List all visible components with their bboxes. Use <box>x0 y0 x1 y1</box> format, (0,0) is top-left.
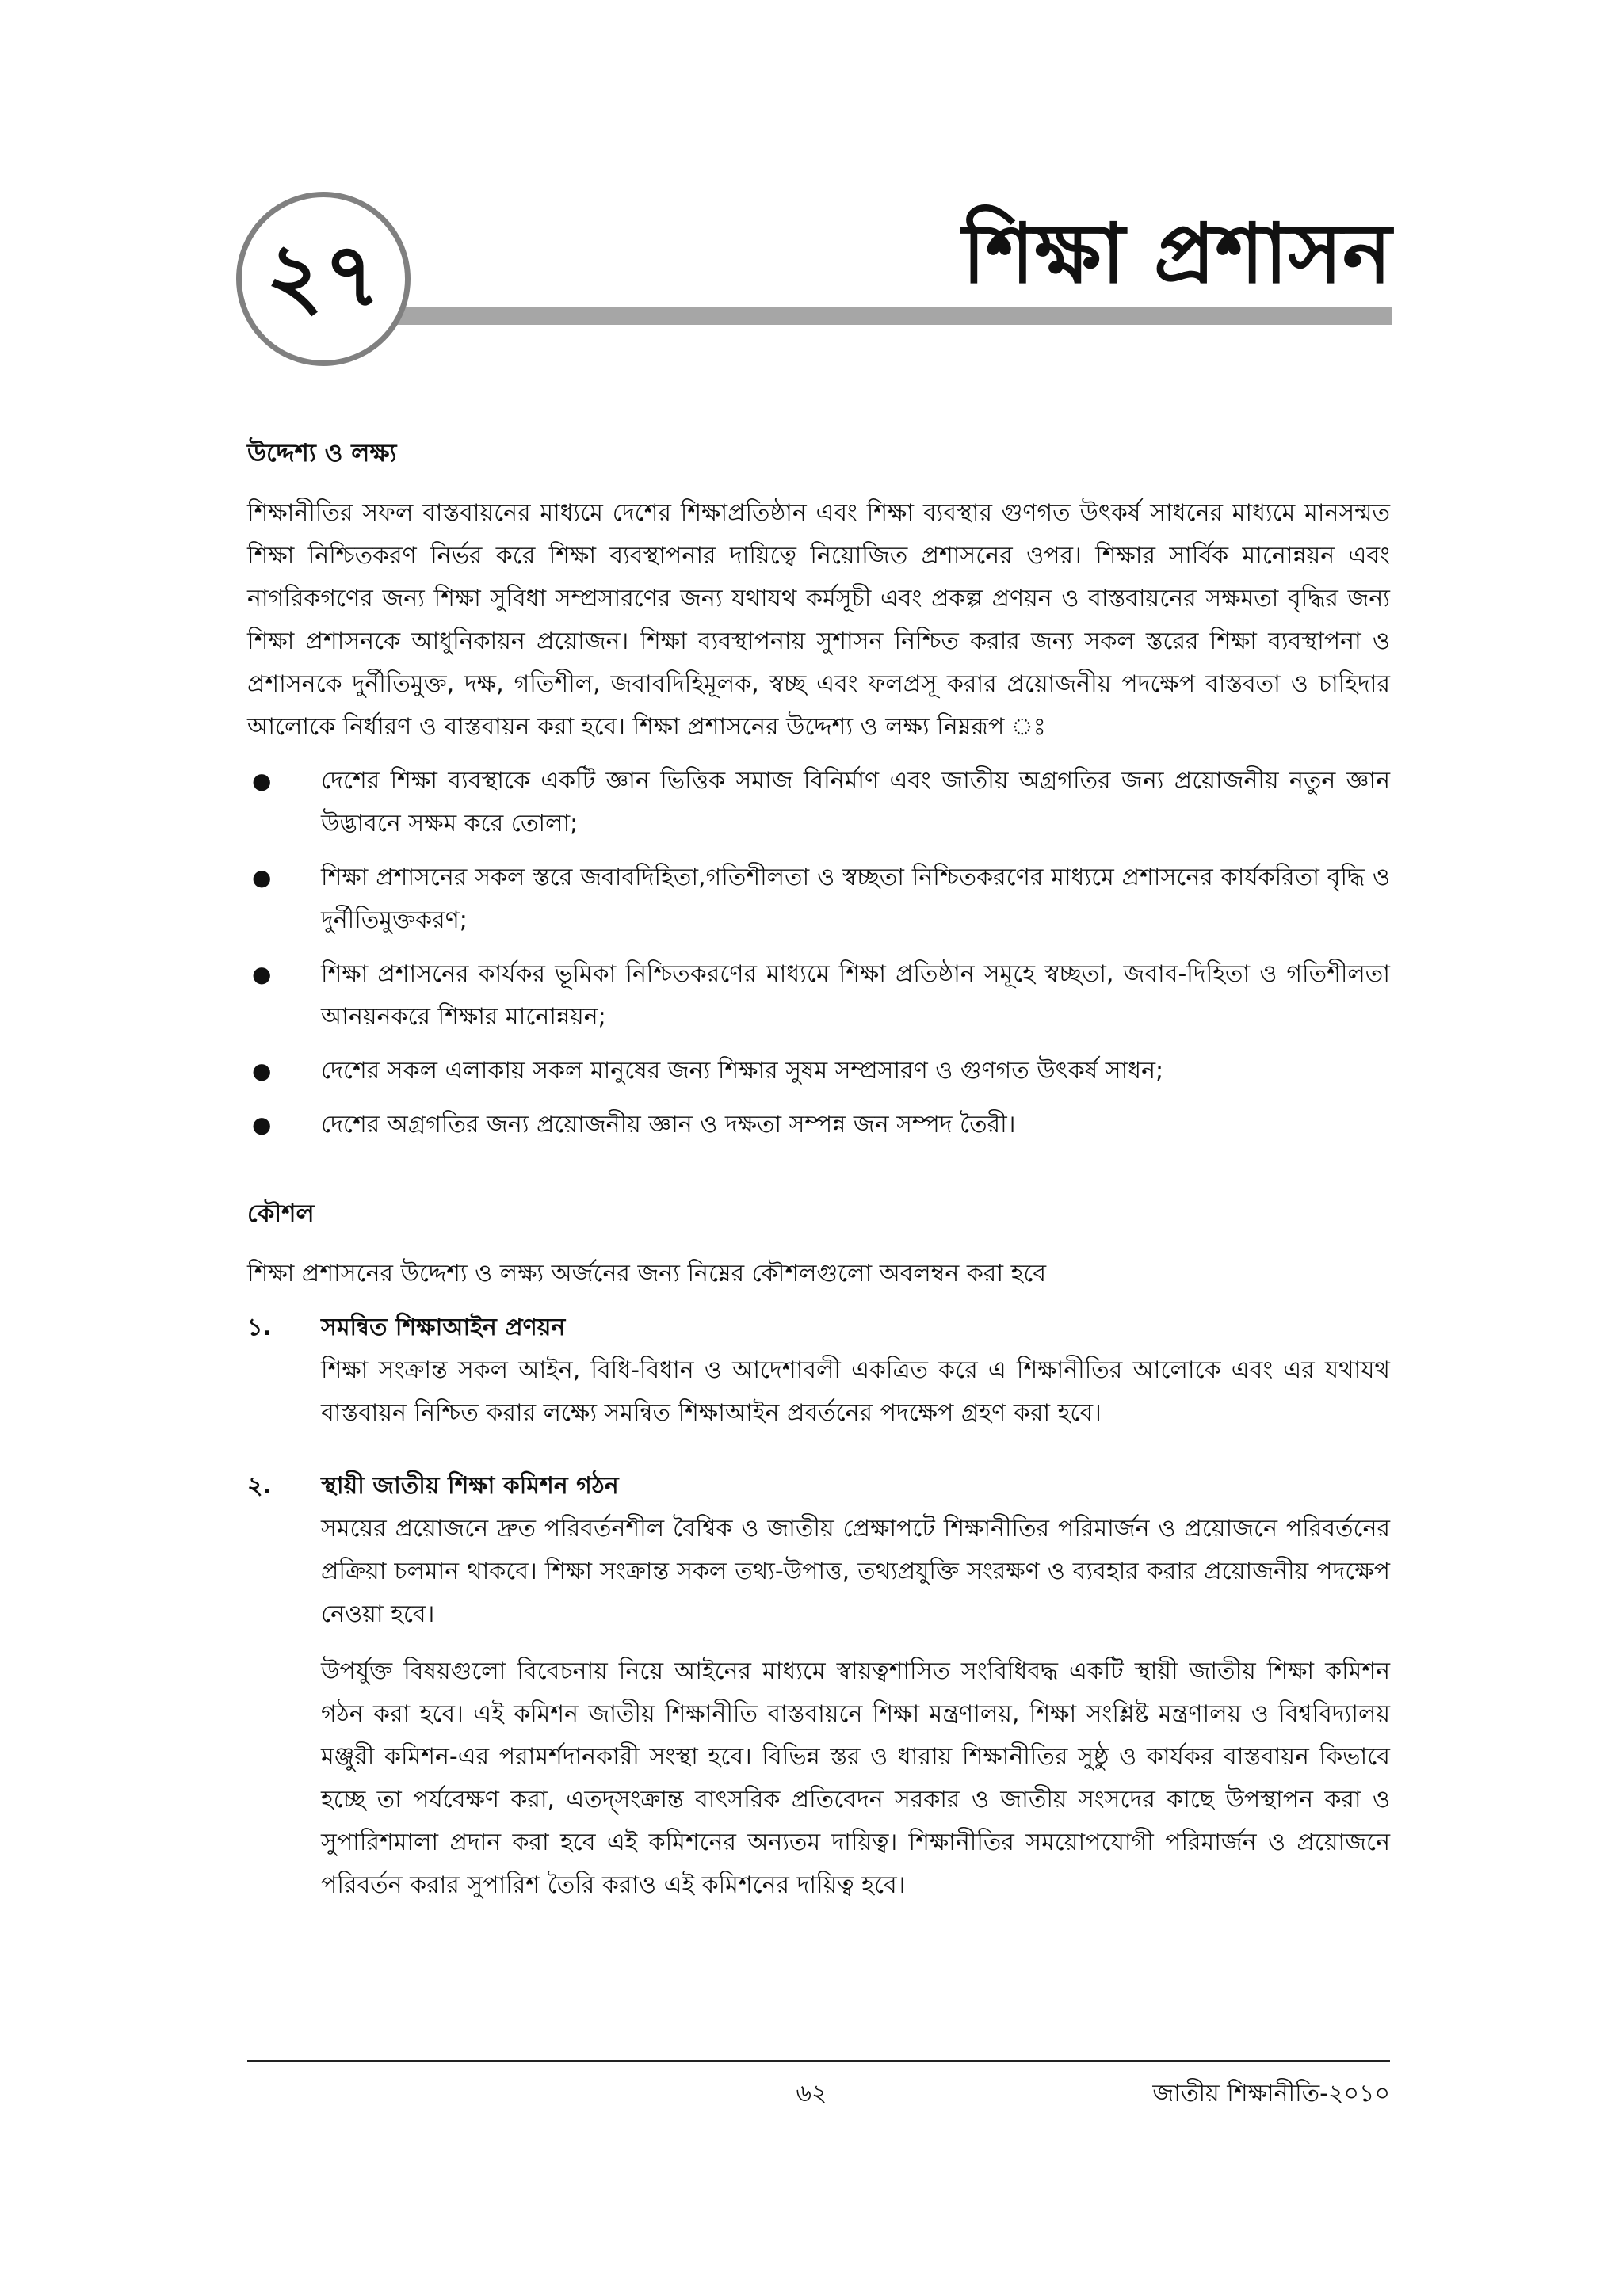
strategy-item-1 <box>247 1306 1390 1435</box>
item-number: ২. <box>247 1472 272 1500</box>
strategy-item-2 <box>247 1465 1390 1907</box>
list-item-text: দেশের সকল এলাকায় সকল মানুষের জন্য শিক্ষার সুষম সম্প্রসারণ ও গুণগত উৎকর্ষ সাধন; <box>321 1057 1164 1085</box>
list-item-text: দেশের অগ্রগতির জন্য প্রয়োজনীয় জ্ঞান ও দক্ষতা সম্পন্ন জন সম্পদ তৈরী। <box>321 1111 1016 1138</box>
list-item-text: শিক্ষা প্রশাসনের কার্যকর ভূমিকা নিশ্চিতকরণের মাধ্যমে শিক্ষা প্রতিষ্ঠান সমূহে স্বচ্ছতা, জবাব-দিহিতা ও গতিশীলতা আনয়নকরে শিক্ষার মানোন্নয়ন; <box>321 960 1390 1031</box>
list-item <box>247 856 1390 942</box>
page-number: ৬২ <box>796 2080 827 2107</box>
bullet-icon: ● <box>252 768 272 794</box>
list-item-text: দেশের শিক্ষা ব্যবস্থাকে একটি জ্ঞান ভিত্তিক সমাজ বিনির্মাণ এবং জাতীয় অগ্রগতির জন্য প্রয়োজনীয় নতুন জ্ঞান উদ্ভাবনে সক্ষম করে তোলা; <box>321 767 1390 837</box>
item-paragraph: উপর্যুক্ত বিষয়গুলো বিবেচনায় নিয়ে আইনের মাধ্যমে স্বায়ত্বশাসিত সংবিধিবদ্ধ একটি স্থায়ী জাতীয় শিক্ষা কমিশন গঠন করা হবে। এই কমিশন জাতীয় শিক্ষানীতি বাস্তবায়নে শিক্ষা মন্ত্রণালয়, শিক্ষা সংশ্লিষ্ট মন্ত্রণালয় ও বিশ্ববিদ্যালয় মঞ্জুরী কমিশন-এর পরামর্শদানকারী সংস্থা হবে। বিভিন্ন স্তর ও ধারায় শিক্ষানীতির সুষ্ঠু ও কার্যকর বাস্তবায়ন কিভাবে হচ্ছে তা পর্যবেক্ষণ করা, এতদ্‌সংক্রান্ত বাৎসরিক প্রতিবেদন সরকার ও জাতীয় সংসদের কাছে উপস্থাপন করা ও সুপারিশমালা প্রদান করা হবে এই কমিশনের অন্যতম দায়িত্ব। শিক্ষানীতির সময়োপযোগী পরিমার্জন ও প্রয়োজনে পরিবর্তন করার সুপারিশ তৈরি করাও এই কমিশনের দায়িত্ব হবে। <box>321 1657 1390 1899</box>
chapter-title: শিক্ষা প্রশাসন <box>961 205 1392 302</box>
objectives-paragraph: শিক্ষানীতির সফল বাস্তবায়নের মাধ্যমে দেশের শিক্ষাপ্রতিষ্ঠান এবং শিক্ষা ব্যবস্থার গুণগত উৎকর্ষ সাধনের মাধ্যমে মানসম্মত শিক্ষা নিশ্চিতকরণ নির্ভর করে শিক্ষা ব্যবস্থাপনার দায়িত্বে নিয়োজিত প্রশাসনের ওপর। শিক্ষার সার্বিক মানোন্নয়ন এবং নাগরিকগণের জন্য শিক্ষা সুবিধা সম্প্রসারণের জন্য যথাযথ কর্মসূচী এবং প্রকল্প প্রণয়ন ও বাস্তবায়নের সক্ষমতা বৃদ্ধির জন্য শিক্ষা প্রশাসনকে আধুনিকায়ন প্রয়োজন। শিক্ষা ব্যবস্থাপনায় সুশাসন নিশ্চিত করার জন্য সকল স্তরের শিক্ষা ব্যবস্থাপনা ও প্রশাসনকে দুর্নীতিমুক্ত, দক্ষ, গতিশীল, জবাবদিহিমূলক, স্বচ্ছ এবং ফলপ্রসূ করার প্রয়োজনীয় পদক্ষেপ বাস্তবতা ও চাহিদার আলোকে নির্ধারণ ও বাস্তবায়ন করা হবে। শিক্ষা প্রশাসনের উদ্দেশ্য ও লক্ষ্য নিম্নরূপ ঃ <box>247 499 1390 741</box>
bullet-icon: ● <box>252 1058 272 1084</box>
list-item <box>247 1104 1390 1146</box>
footer-document-title: জাতীয় শিক্ষানীতি-২০১০ <box>1152 2080 1390 2107</box>
list-item <box>247 760 1390 845</box>
bullet-icon: ● <box>252 1112 272 1138</box>
item-heading: সমন্বিত শিক্ষাআইন প্রণয়ন <box>321 1314 566 1341</box>
chapter-number: ২৭ <box>265 223 381 327</box>
item-number: ১. <box>247 1314 272 1341</box>
strategy-heading: কৌশল <box>247 1199 315 1228</box>
bullet-icon: ● <box>252 961 272 987</box>
list-item <box>247 953 1390 1039</box>
header-rule <box>396 307 1392 325</box>
chapter-number-badge <box>236 192 411 366</box>
bullet-icon: ● <box>252 864 272 891</box>
item-paragraph: সময়ের প্রয়োজনে দ্রুত পরিবর্তনশীল বৈশ্বিক ও জাতীয় প্রেক্ষাপটে শিক্ষানীতির পরিমার্জন ও প্রয়োজনে পরিবর্তনের প্রক্রিয়া চলমান থাকবে। শিক্ষা সংক্রান্ত সকল তথ্য-উপাত্ত, তথ্যপ্রযুক্তি সংরক্ষণ ও ব্যবহার করার প্রয়োজনীয় পদক্ষেপ নেওয়া হবে। <box>321 1515 1390 1628</box>
list-item <box>247 1050 1390 1093</box>
strategy-intro: শিক্ষা প্রশাসনের উদ্দেশ্য ও লক্ষ্য অর্জনের জন্য নিম্নের কৌশলগুলো অবলম্বন করা হবে <box>247 1260 1047 1287</box>
objectives-heading: উদ্দেশ্য ও লক্ষ্য <box>247 439 397 467</box>
item-heading: স্থায়ী জাতীয় শিক্ষা কমিশন গঠন <box>321 1472 619 1500</box>
page-content <box>247 432 1390 1907</box>
footer-rule <box>247 2060 1390 2062</box>
item-paragraph: শিক্ষা সংক্রান্ত সকল আইন, বিধি-বিধান ও আদেশাবলী একত্রিত করে এ শিক্ষানীতির আলোকে এবং এর যথাযথ বাস্তবায়ন নিশ্চিত করার লক্ষ্যে সমন্বিত শিক্ষাআইন প্রবর্তনের পদক্ষেপ গ্রহণ করা হবে। <box>321 1356 1390 1427</box>
list-item-text: শিক্ষা প্রশাসনের সকল স্তরে জবাবদিহিতা,গতিশীলতা ও স্বচ্ছতা নিশ্চিতকরণের মাধ্যমে প্রশাসনের কার্যকরিতা বৃদ্ধি ও দুর্নীতিমুক্তকরণ; <box>321 864 1390 934</box>
objectives-list <box>247 760 1390 1146</box>
